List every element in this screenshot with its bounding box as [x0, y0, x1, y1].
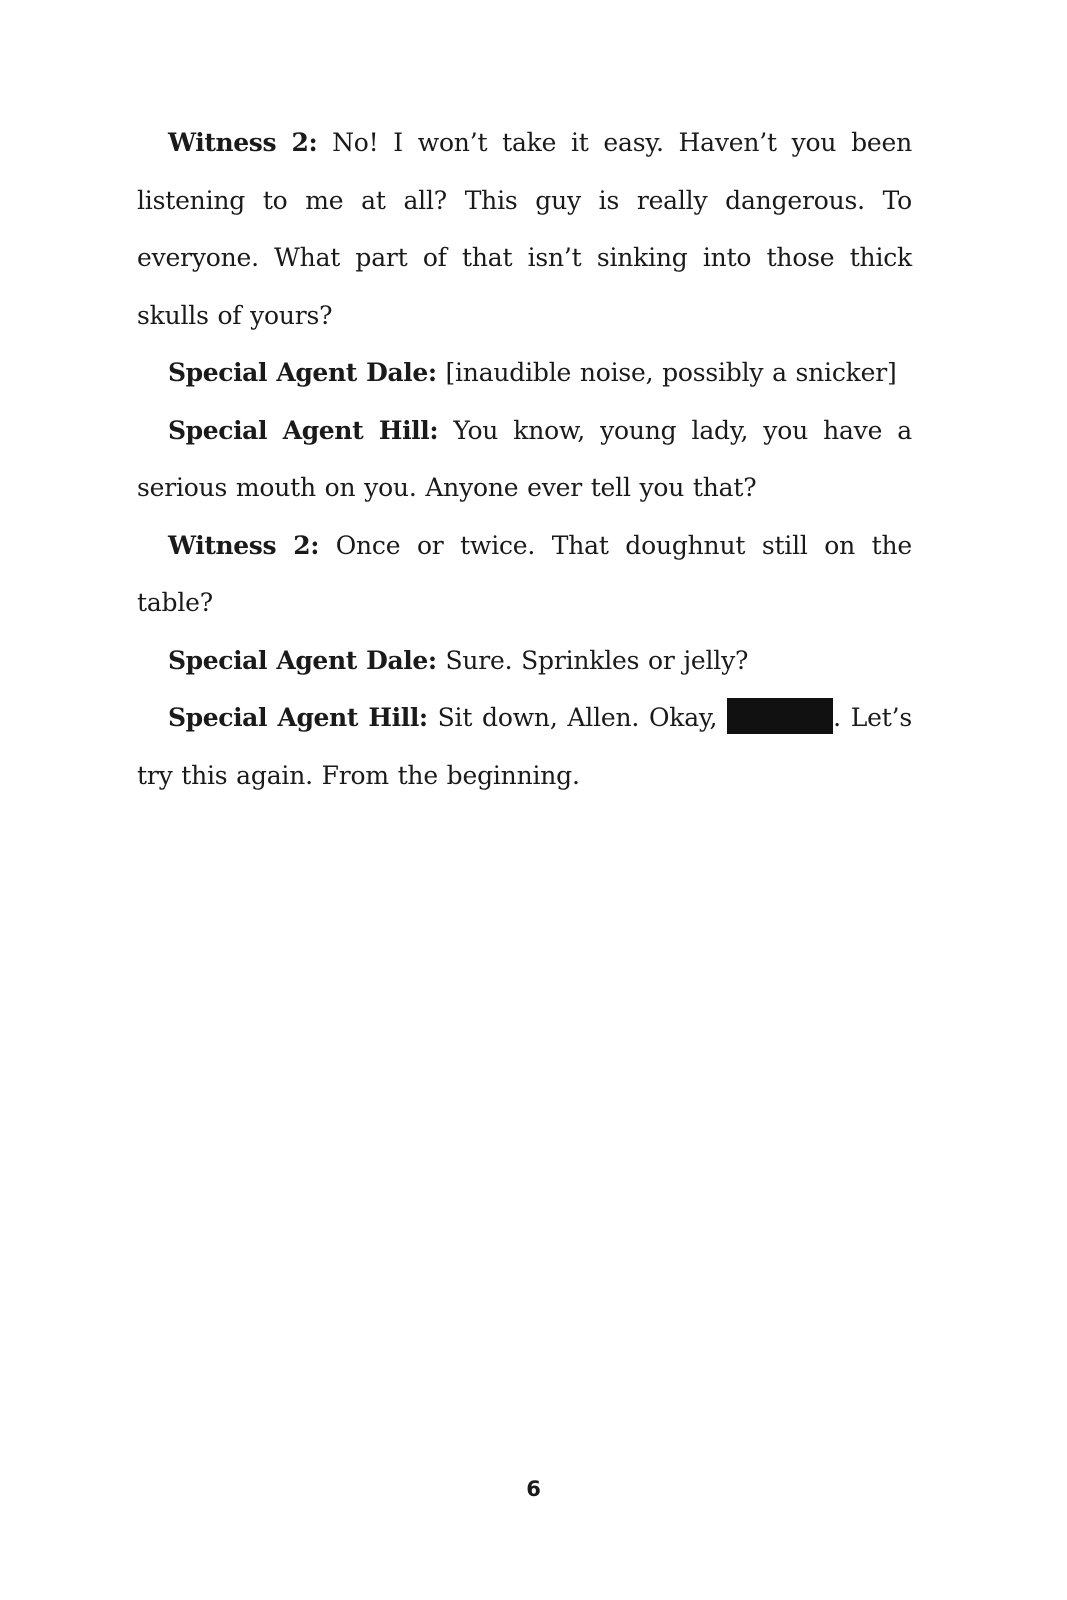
speaker-label: Special Agent Hill:: [168, 415, 439, 445]
speaker-label: Witness 2:: [168, 128, 318, 157]
speaker-label: Witness 2:: [168, 530, 320, 560]
dialogue-text: No! I won’t take it easy. Haven’t you been listening to me at all? This guy is really dangerous. To everyone. What part of that isn’t sinking into those thick skulls of yours?: [137, 128, 912, 330]
dialogue-line: [137, 402, 912, 517]
dialogue-line: [137, 344, 912, 402]
dialogue-text: You know, young lady, you have a serious mouth on you. Anyone ever tell you that?: [137, 415, 913, 502]
redaction-bar: [727, 698, 833, 734]
dialogue-text: Sure. Sprinkles or jelly?: [445, 645, 749, 675]
dialogue-line: [137, 689, 912, 804]
dialogue-line: [137, 517, 912, 632]
dialogue-text: Once or twice. That doughnut still on the table?: [137, 530, 912, 617]
page-number: 6: [526, 1477, 541, 1501]
dialogue-text: Sit down, Allen. Okay,: [437, 703, 718, 732]
speaker-label: Special Agent Dale:: [168, 358, 437, 387]
dialogue-text: . Let’s try this again. From the beginning.: [137, 703, 912, 790]
transcript-page: [137, 114, 912, 804]
dialogue-text: [inaudible noise, possibly a snicker]: [445, 358, 897, 387]
dialogue-line: [137, 114, 912, 344]
speaker-label: Special Agent Dale:: [168, 645, 437, 675]
dialogue-line: [137, 632, 912, 690]
speaker-label: Special Agent Hill:: [168, 703, 428, 732]
